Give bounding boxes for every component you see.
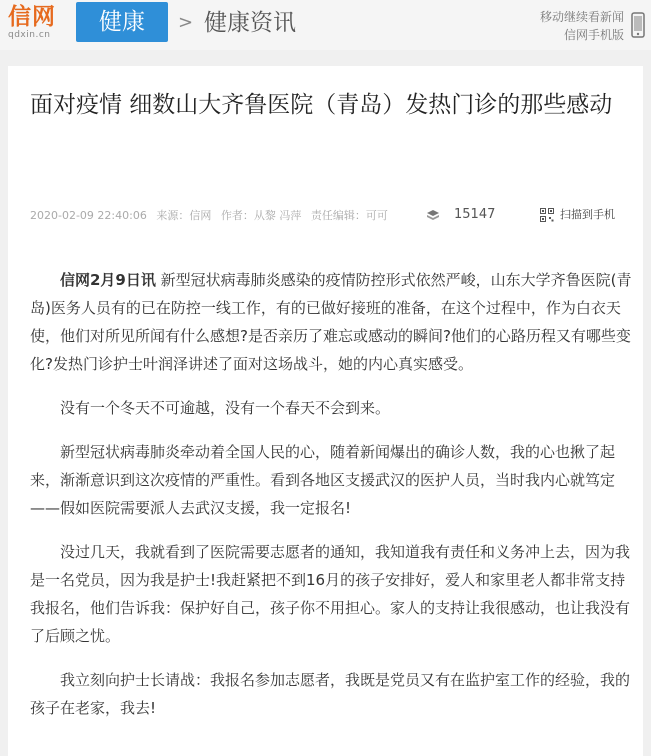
author-info [221,209,302,222]
mobile-version-link[interactable] [540,8,624,44]
source-info [156,209,211,222]
site-logo[interactable] [8,4,66,44]
paragraph: 新型冠状病毒肺炎牵动着全国人民的心，随着新闻爆出的确诊人数，我的心也揪了起来，渐渐意识到这次疫情的严重性。看到各地区支援武汉的医护人员，当时我内心就笃定——假如医院需要派人去武汉支援，我一定报名! [30,443,616,517]
breadcrumb-current[interactable]: 健康资讯 [204,10,296,36]
article-body [30,266,632,738]
paragraph [30,266,632,378]
editor-info [311,209,388,222]
scan-label: 扫描到手机 [560,208,615,221]
phone-icon[interactable] [631,12,645,38]
logo-domain: qdxin.cn [8,30,51,40]
paragraph-text: 新型冠状病毒肺炎感染的疫情防控形式依然严峻，山东大学齐鲁医院(青岛)医务人员有的已在防控一线工作，有的已做好接班的准备，在这个过程中，作为白衣天使，他们对所见所闻有什么感想?是否亲历了难忘或感动的瞬间?他们的心路历程又有哪些变化?发热门诊护士叶润泽讲述了面对这场战斗，她的内心真实感受。 [30,271,632,373]
paragraph: 没过几天，我就看到了医院需要志愿者的通知，我知道我有责任和义务冲上去，因为我是一名党员，因为我是护士!我赶紧把不到16月的孩子安排好，爱人和家里老人都非常支持我报名，他们告诉我：保护好自己，孩子你不用担心。家人的支持让我很感动，也让我没有了后顾之忧。 [30,543,631,645]
source-value: 信网 [189,209,212,222]
dateline: 信网2月9日讯 [60,271,156,289]
paragraph: 没有一个冬天不可逾越，没有一个春天不会到来。 [60,399,391,417]
channel-tab-health[interactable]: 健康 [76,2,168,42]
qr-code-icon [540,208,554,222]
mobile-line-1: 移动继续看新闻 [539,10,624,24]
publish-date: 2020-02-09 22:40:06 [30,209,147,222]
logo-text: 信网 [8,4,56,30]
author-value: 从黎 冯萍 [253,209,302,222]
views-icon [426,209,440,221]
mobile-line-2: 信网手机版 [563,28,624,42]
site-header [0,0,651,50]
paragraph: 我立刻向护士长请战：我报名参加志愿者，我既是党员又有在监护室工作的经验，我的孩子在老家，我去! [30,671,631,717]
view-count-value: 15147 [454,207,496,222]
breadcrumb-separator: > [178,12,194,33]
scan-to-phone-button[interactable] [540,204,615,226]
view-count [426,204,495,226]
source-label: 来源： [156,209,190,222]
article-card [8,66,643,756]
editor-label: 责任编辑： [310,209,366,222]
editor-value: 可可 [365,209,388,222]
author-label: 作者： [220,209,254,222]
article-title: 面对疫情 细数山大齐鲁医院（青岛）发热门诊的那些感动 [30,92,613,118]
